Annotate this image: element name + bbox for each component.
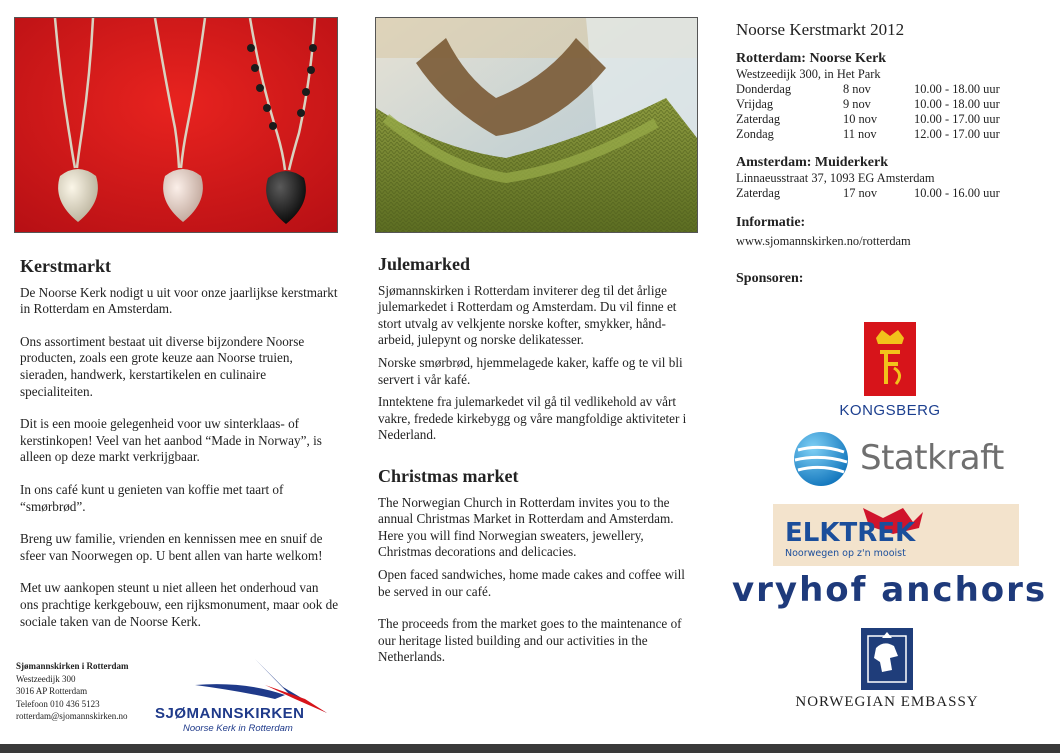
rotterdam-address: Westzeedijk 300, in Het Park [736, 66, 881, 81]
vryhof-logo [732, 570, 1052, 614]
kerstmarkt-paragraph: Ons assortiment bestaat uit diverse bijzondere Noorse producten, zoals een grote keuze aan Noorse truien, sieraden, handwerk, kerstartikelen en culinaire specialiteiten. [20, 333, 305, 399]
schedule-time: 10.00 - 18.00 uur [914, 81, 1000, 96]
embassy-lion-crest-icon [784, 628, 990, 690]
schedule-column [736, 22, 1046, 287]
sweater-photo [375, 17, 698, 233]
schedule-time: 10.00 - 17.00 uur [914, 112, 1000, 127]
sjomannskirken-subtitle: Noorse Kerk in Rotterdam [183, 723, 293, 734]
necklace-photo [14, 17, 338, 233]
amsterdam-venue: Amsterdam: Muiderkerk [736, 154, 889, 170]
schedule-date: 17 nov [843, 185, 878, 200]
schedule-date: 11 nov [843, 127, 877, 142]
church-contact [16, 660, 129, 723]
julemarked-paragraph: Inntektene fra julemarkedet vil gå til vedlikehold av vårt vakre, fredede kirkebygg og våre mangfoldige aktiviteter i Nederland. [378, 394, 687, 443]
elktrek-wordmark: ELKTREK [785, 518, 916, 548]
schedule-day: Zaterdag [736, 185, 781, 200]
christmas-market-paragraph: The Norwegian Church in Rotterdam invites you to the annual Christmas Market in Rotterdam and Amsterdam. Here you will find Norwegian sweaters, jewellery, Christmas decorations and delicacies. [378, 494, 674, 560]
julemarked-column [378, 256, 698, 666]
elktrek-tagline: Noorwegen op z'n mooist [785, 548, 906, 559]
julemarked-paragraph: Sjømannskirken i Rotterdam inviterer deg til det årlige julemarkedet i Rotterdam og Amsterdam. Du vil finne et stort utvalg av velkjente norske kofter, smykker, hånd-arbeid, julepynt og norske delikatesser. [378, 282, 677, 348]
sponsors-heading: Sponsoren: [736, 271, 804, 287]
julemarked-heading: Julemarked [378, 254, 470, 274]
kerstmarkt-paragraph: Dit is een mooie gelegenheid voor uw sinterklaas- of kerstinkopen! Veel van het aanbod “Made in Norway”, is alleen op deze markt verkrijgbaar. [20, 416, 322, 465]
christmas-market-paragraph: Open faced sandwiches, home made cakes and coffee will be served in our café. [378, 566, 685, 599]
schedule-time: 10.00 - 18.00 uur [914, 97, 1000, 111]
kongsberg-crown-icon [838, 322, 942, 398]
kerstmarkt-paragraph: Breng uw familie, vrienden en kennissen mee en snuif de sfeer van Noorwegen op. U bent allen van harte welkom! [20, 531, 323, 563]
kerstmarkt-paragraph: De Noorse Kerk nodigt u uit voor onze jaarlijkse kerstmarkt in Rotterdam en Amsterdam. [20, 284, 338, 317]
christmas-market-paragraph: The proceeds from the market goes to the maintenance of our heritage listed building and our activities in the Netherlands. [378, 616, 682, 665]
church-email[interactable]: rotterdam@sjomannskirken.no [16, 711, 128, 721]
necklace-illustration [15, 18, 337, 232]
julemarked-paragraph: Norske smørbrød, hjemmelagede kaker, kaffe og te vil bli servert i vår kafé. [378, 354, 683, 387]
amsterdam-schedule [736, 186, 1046, 201]
statkraft-wordmark: Statkraft [860, 438, 1004, 478]
schedule-date: 10 nov [843, 112, 878, 127]
info-heading: Informatie: [736, 215, 806, 231]
kongsberg-logo [838, 322, 942, 422]
rotterdam-venue: Rotterdam: Noorse Kerk [736, 50, 887, 66]
schedule-day: Zondag [736, 127, 774, 142]
schedule-date: 9 nov [843, 97, 871, 111]
kongsberg-wordmark: KONGSBERG [839, 402, 941, 419]
event-title: Noorse Kerstmarkt 2012 [736, 20, 905, 39]
schedule-day: Vrijdag [736, 97, 774, 111]
sweater-illustration [376, 18, 697, 232]
sjomannskirken-logo [155, 655, 335, 737]
church-phone: Telefoon 010 436 5123 [16, 698, 100, 709]
kerstmarkt-paragraph: In ons café kunt u genieten van koffie met taart of “smørbrød”. [20, 481, 284, 514]
schedule-date: 8 nov [843, 81, 871, 96]
info-url[interactable]: www.sjomannskirken.no/rotterdam [736, 234, 911, 249]
sjomannskirken-wordmark: SJØMANNSKIRKEN [155, 705, 305, 722]
statkraft-logo [792, 430, 1002, 490]
church-postcode: 3016 AP Rotterdam [16, 686, 88, 696]
amsterdam-address: Linnaeusstraat 37, 1093 EG Amsterdam [736, 170, 935, 185]
schedule-time: 10.00 - 16.00 uur [914, 185, 1000, 200]
embassy-wordmark: NORWEGIAN EMBASSY [795, 694, 979, 710]
kerstmarkt-heading: Kerstmarkt [20, 256, 111, 276]
statkraft-globe-icon [792, 430, 850, 488]
vryhof-wordmark: vryhof anchors [732, 570, 1048, 610]
kerstmarkt-paragraph: Met uw aankopen steunt u niet alleen het onderhoud van ons prachtige kerkgebouw, een rijksmonument, maar ook de sociale taken van de Noorse Kerk. [20, 580, 339, 629]
elktrek-logo [773, 504, 1019, 566]
bottom-border [0, 744, 1060, 753]
schedule-time: 12.00 - 17.00 uur [914, 127, 1000, 142]
church-address: Westzeedijk 300 [16, 673, 76, 684]
norwegian-embassy-logo [784, 628, 990, 712]
schedule-day: Zaterdag [736, 112, 781, 127]
rotterdam-schedule [736, 82, 1046, 143]
kerstmarkt-column [20, 258, 340, 630]
church-name: Sjømannskirken i Rotterdam [16, 661, 129, 671]
schedule-day: Donderdag [736, 81, 792, 96]
christmas-market-heading: Christmas market [378, 465, 519, 486]
